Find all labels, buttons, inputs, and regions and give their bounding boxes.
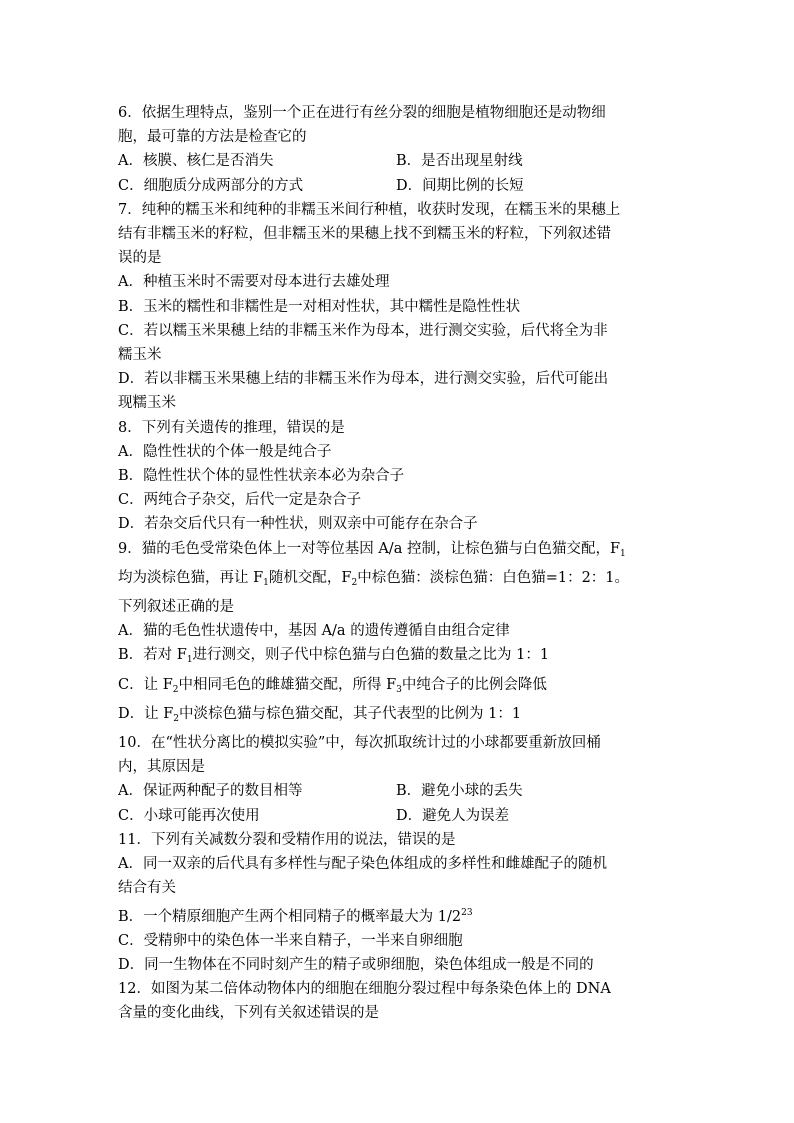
q9-option-c-part1: C．让 F bbox=[118, 676, 173, 693]
q9-option-c bbox=[118, 673, 678, 702]
q6-options-row1 bbox=[118, 149, 678, 173]
q8-option-a: A．隐性性状的个体一般是纯合子 bbox=[118, 443, 332, 460]
q9-stem-line2 bbox=[118, 566, 678, 595]
q12-stem-line2: 含量的变化曲线，下列有关叙述错误的是 bbox=[118, 1005, 379, 1022]
q7-stem-line3: 误的是 bbox=[118, 250, 162, 267]
q9-stem-line2-sub1: 1 bbox=[263, 577, 269, 588]
q10-option-c: C．小球可能再次使用 bbox=[118, 807, 260, 824]
q10-option-b: B．避免小球的丢失 bbox=[396, 783, 523, 800]
q10-stem-line2: 内，其原因是 bbox=[118, 759, 205, 776]
q9-stem-line1-text: 9．猫的毛色受常染色体上一对等位基因 A/a 控制，让棕色猫与白色猫交配，F bbox=[118, 540, 621, 557]
q11-option-c: C．受精卵中的染色体一半来自精子，一半来自卵细胞 bbox=[118, 932, 463, 949]
q9-option-d-part2: 中淡棕色猫与棕色猫交配，其子代表型的比例为 1：1 bbox=[179, 705, 522, 722]
q9-stem-line2-sub2: 2 bbox=[351, 577, 358, 588]
exam-page bbox=[118, 101, 678, 1026]
q9-option-c-sub2: 3 bbox=[396, 684, 402, 695]
q8-option-b: B．隐性性状个体的显性性状亲本必为杂合子 bbox=[118, 468, 405, 485]
q9-stem-line2-part2: 随机交配，F bbox=[268, 569, 352, 586]
q9-option-a: A．猫的毛色性状遗传中，基因 A/a 的遗传遵循自由组合定律 bbox=[118, 623, 510, 640]
q11-option-a-line2: 结合有关 bbox=[118, 880, 176, 897]
q11-stem: 11．下列有关减数分裂和受精作用的说法，错误的是 bbox=[118, 831, 456, 848]
q9-option-b-part2: 进行测交，则子代中棕色猫与白色猫的数量之比为 1：1 bbox=[192, 647, 550, 664]
q11-option-a-line1: A．同一双亲的后代具有多样性与配子染色体组成的多样性和雌雄配子的随机 bbox=[118, 856, 607, 873]
q7-option-b: B．玉米的糯性和非糯性是一对相对性状，其中糯性是隐性性状 bbox=[118, 298, 521, 315]
q9-stem-line1-sub: 1 bbox=[620, 548, 626, 559]
q10-stem-line1: 10．在“性状分离比的模拟实验”中，每次抓取统计过的小球都要重新放回桶 bbox=[118, 735, 601, 752]
q9-option-b-sub: 1 bbox=[186, 655, 193, 666]
q11-option-b-text: B．一个精原细胞产生两个相同精子的概率最大为 1/2 bbox=[118, 908, 462, 925]
q10-options-row1 bbox=[118, 779, 678, 803]
q9-stem-line2-part3: 中棕色猫：淡棕色猫：白色猫=1：2：1。 bbox=[357, 569, 630, 586]
q6-option-d: D．间期比例的长短 bbox=[396, 177, 524, 194]
q9-option-c-sub1: 2 bbox=[172, 684, 179, 695]
q8-stem: 8．下列有关遗传的推理，错误的是 bbox=[118, 419, 345, 436]
q8-option-d: D．若杂交后代只有一种性状，则双亲中可能存在杂合子 bbox=[118, 516, 478, 533]
q6-option-b: B．是否出现星射线 bbox=[396, 153, 523, 170]
q7-stem-line1: 7．纯种的糯玉米和纯种的非糯玉米间行种植，收获时发现，在糯玉米的果穗上 bbox=[118, 201, 621, 218]
q6-option-c: C．细胞质分成两部分的方式 bbox=[118, 177, 304, 194]
q11-option-d: D．同一生物体在不同时刻产生的精子或卵细胞，染色体组成一般是不同的 bbox=[118, 956, 594, 973]
q7-option-d-line2: 现糯玉米 bbox=[118, 395, 176, 412]
q9-stem-line3: 下列叙述正确的是 bbox=[118, 599, 234, 616]
q9-option-b bbox=[118, 643, 678, 672]
q9-option-d bbox=[118, 702, 678, 731]
q10-option-a: A．保证两种配子的数目相等 bbox=[118, 783, 303, 800]
q12-stem-line1: 12．如图为某二倍体动物体内的细胞在细胞分裂过程中每条染色体上的 DNA bbox=[118, 981, 611, 998]
q7-option-c-line2: 糯玉米 bbox=[118, 347, 162, 364]
q9-option-d-part1: D．让 F bbox=[118, 705, 174, 722]
q10-options-row2 bbox=[118, 804, 678, 828]
q6-options-row2 bbox=[118, 174, 678, 198]
q9-option-b-part1: B．若对 F bbox=[118, 647, 187, 664]
q9-option-d-sub: 2 bbox=[173, 713, 180, 724]
q7-stem-line2: 结有非糯玉米的籽粒，但非糯玉米的果穗上找不到糯玉米的籽粒，下列叙述错 bbox=[118, 226, 611, 243]
q11-option-b-sup: 23 bbox=[461, 907, 473, 918]
q6-stem-line1: 6．依据生理特点，鉴别一个正在进行有丝分裂的细胞是植物细胞还是动物细 bbox=[118, 105, 606, 121]
q9-option-c-part2: 中相同毛色的雌雄猫交配，所得 F bbox=[178, 676, 397, 693]
q7-option-d-line1: D．若以非糯玉米果穗上结的非糯玉米作为母本，进行测交实验，后代可能出 bbox=[118, 371, 609, 388]
q6-option-a: A．核膜、核仁是否消失 bbox=[118, 153, 274, 170]
q7-option-c-line1: C．若以糯玉米果穗上结的非糯玉米作为母本，进行测交实验，后代将全为非 bbox=[118, 322, 608, 339]
q8-option-c: C．两纯合子杂交，后代一定是杂合子 bbox=[118, 492, 362, 509]
q7-option-a: A．种植玉米时不需要对母本进行去雄处理 bbox=[118, 274, 390, 291]
q10-option-d: D．避免人为误差 bbox=[396, 807, 510, 824]
q6-stem-line2: 胞，最可靠的方法是检查它的 bbox=[118, 129, 307, 146]
q9-stem-line2-part1: 均为淡棕色猫，再让 F bbox=[118, 569, 264, 586]
q11-option-b bbox=[118, 901, 678, 929]
q9-option-c-part3: 中纯合子的比例会降低 bbox=[401, 676, 547, 693]
q9-stem-line1 bbox=[118, 537, 678, 566]
